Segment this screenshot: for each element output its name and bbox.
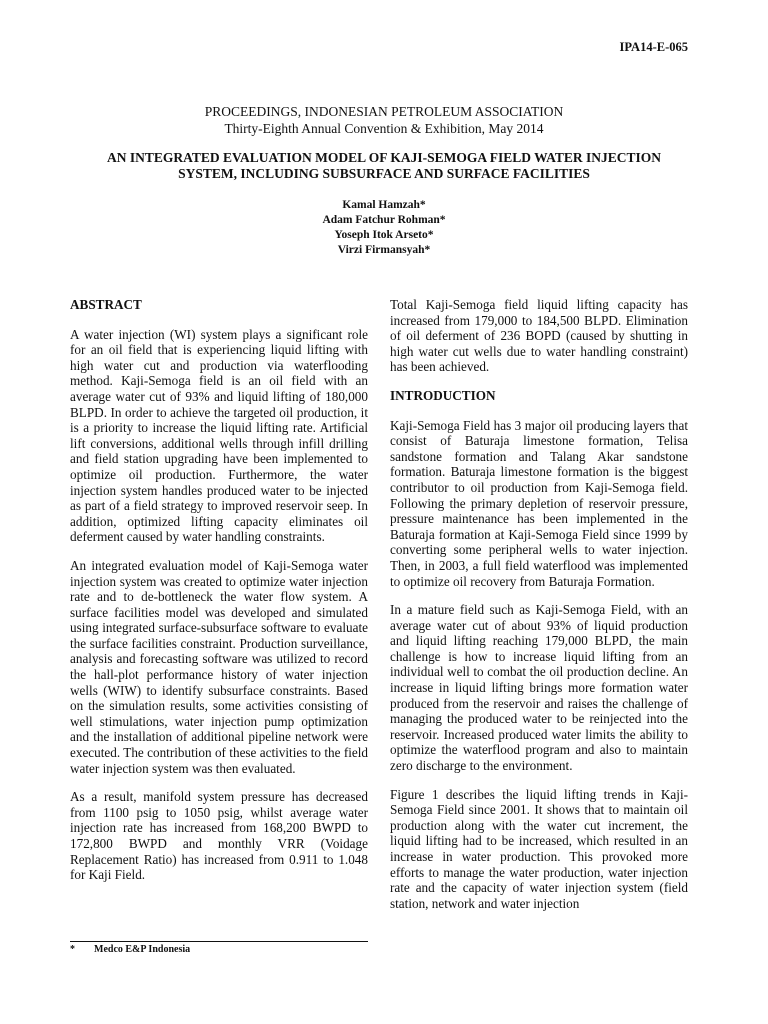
abstract-paragraph: As a result, manifold system pressure has decreased from 1100 psig to 1050 psig, whilst average water injection rate has increased from 168,200 BWPD to 172,800 BWPD and monthly VRR (Voidage Replacement Ratio) has increased from 0.911 to 1.048 for Kaji Field. [70, 789, 368, 883]
abstract-continuation: Total Kaji-Semoga field liquid lifting capacity has increased from 179,000 to 184,500 BLPD. Elimination of oil deferment of 236 BOPD (caused by shutting in high water cut wells due to water handling constraint) has been achieved. [390, 297, 688, 375]
footnote-divider [70, 941, 368, 942]
proceedings-name: PROCEEDINGS, INDONESIAN PETROLEUM ASSOCIATION [204, 104, 564, 119]
paper-title [60, 150, 708, 182]
author: Virzi Firmansyah* [337, 244, 431, 256]
left-column [70, 297, 368, 896]
author: Yoseph Itok Arseto* [334, 229, 434, 241]
right-column [390, 297, 688, 924]
document-id: IPA14-E-065 [619, 40, 688, 54]
abstract-paragraph: A water injection (WI) system plays a significant role for an oil field that is experiencing liquid lifting with high water cut and production via waterflooding method. Kaji-Semoga field is an oil field with an average water cut of 93% and liquid lifting of 180,000 BLPD. In order to achieve the targeted oil production, it is a priority to increase the liquid lifting rate. Artificial lift conversions, additional wells through infill drilling and field station upgrading have been implemented to optimize oil production. Furthermore, the water injection system handles produced water to be injected as part of a field strategy to improved reservoir seep. In addition, optimized lifting capacity eliminates oil deferment caused by water handling constraints. [70, 326, 368, 545]
title-line: AN INTEGRATED EVALUATION MODEL OF KAJI-SEMOGA FIELD WATER INJECTION [106, 150, 662, 165]
author: Kamal Hamzah* [342, 199, 426, 211]
introduction-heading: INTRODUCTION [390, 387, 496, 403]
footnote-text: Medco E&P Indonesia [94, 944, 191, 955]
introduction-paragraph: Kaji-Semoga Field has 3 major oil producing layers that consist of Baturaja limestone formation, Telisa sandstone formation and Talang Akar sandstone formation. Baturaja limestone formation is the biggest contributor to oil production from Kaji-Semoga field. Following the primary depletion of reservoir pressure, pressure maintenance has been implemented in the Baturaja formation at Kaji-Semoga Field since 1999 by converting some peripheral wells to water injection. Then, in 2003, a full field waterflood was implemented to optimize oil recovery from Baturaja Formation. [390, 417, 688, 589]
abstract-paragraph: An integrated evaluation model of Kaji-Semoga water injection system was created to optimize water injection rate and to de-bottleneck the water flow system. A surface facilities model was developed and simulated using integrated surface-subsurface software to evaluate the surface facilities constraint. Production surveillance, analysis and forecasting software was utilized to record the hall-plot performance history of water injection wells (WIW) to identify subsurface constraints. Based on the simulation results, some activities consisting of well stimulations, water injection pump optimization and the installation of additional pipeline network were executed. The contribution of these activities to the field water injection system was then evaluated. [70, 557, 368, 776]
abstract-heading: ABSTRACT [70, 297, 142, 312]
footnote-marker: * [70, 944, 75, 955]
introduction-paragraph: In a mature field such as Kaji-Semoga Field, with an average water cut of about 93% of liquid production and liquid lifting reaching 179,000 BLPD, the main challenge is how to increase liquid lifting from an individual well to combat the oil production decline. An increase in liquid lifting brings more formation water produced from the reservoir and raises the challenge of managing the produced water to be reinjected into the reservoir. Increased produced water limits the ability to optimize the waterflood program and also to maintain zero discharge to the environment. [390, 602, 688, 774]
author: Adam Fatchur Rohman* [322, 214, 446, 226]
author-list [0, 198, 768, 258]
title-line: SYSTEM, INCLUDING SUBSURFACE AND SURFACE FACILITIES [178, 166, 590, 181]
introduction-paragraph: Figure 1 describes the liquid lifting trends in Kaji-Semoga Field since 2001. It shows that to maintain oil production along with the water cut increment, the liquid lifting had to be increased, which resulted in an increase in water production. This provoked more efforts to manage the water production, water injection rate and the capacity of water injection system (field station, network and water injection [390, 786, 688, 911]
convention-name: Thirty-Eighth Annual Convention & Exhibition, May 2014 [224, 121, 544, 136]
proceedings-header [0, 103, 768, 137]
footnote [70, 944, 190, 955]
